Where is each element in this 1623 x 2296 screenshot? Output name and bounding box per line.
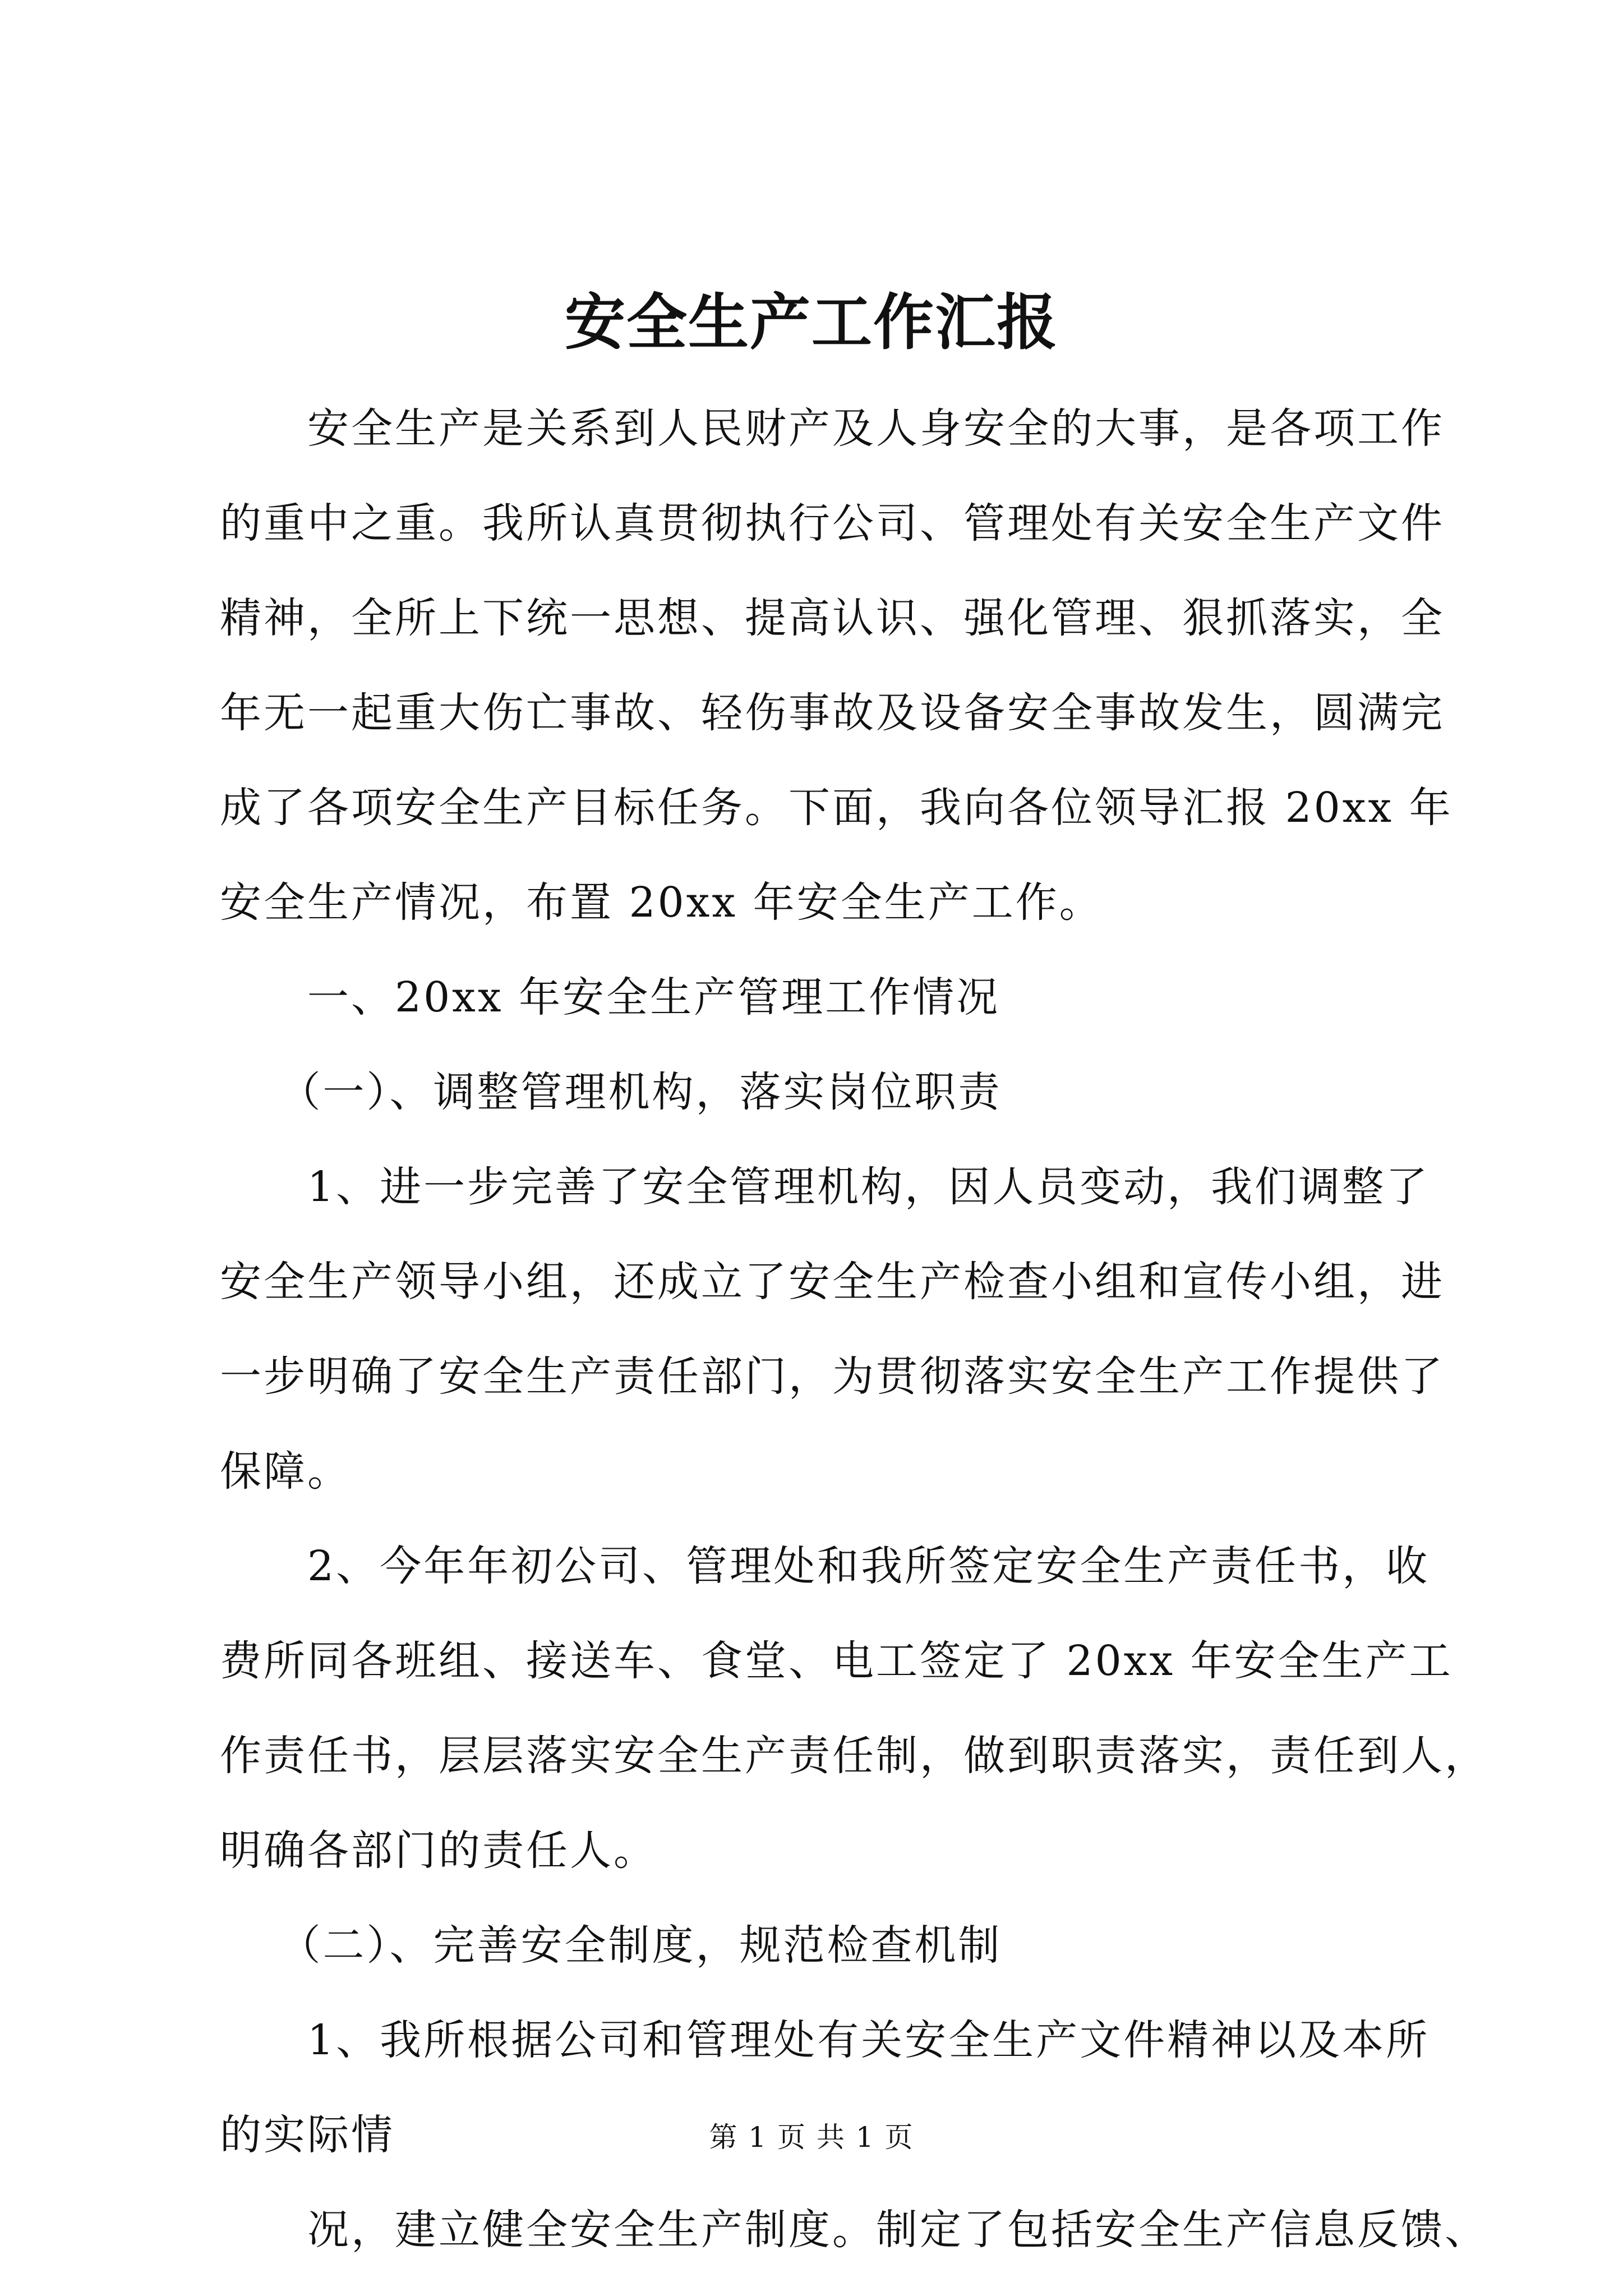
paragraph-line: 况，建立健全安全生产制度。制定了包括安全生产信息反馈、	[220, 2206, 1488, 2254]
paragraph-line: 明确各部门的责任人。	[220, 1826, 657, 1875]
paragraph-line: 保障。	[220, 1447, 351, 1496]
subsection-heading: （二）、完善安全制度，规范检查机制	[220, 1921, 1002, 1970]
paragraph-line: 1、我所根据公司和管理处有关安全生产文件精神以及本所	[220, 2016, 1430, 2064]
paragraph-line: 安全生产是关系到人民财产及人身安全的大事，是各项工作	[220, 404, 1445, 453]
document-body	[220, 381, 1488, 2277]
paragraph-line: 费所同各班组、接送车、食堂、电工签定了 20xx 年安全生产工	[220, 1637, 1453, 1685]
subsection-heading: （一）、调整管理机构，落实岗位职责	[220, 1068, 1002, 1116]
paragraph-line: 成了各项安全生产目标任务。下面，我向各位领导汇报 20xx 年	[220, 784, 1453, 832]
paragraph-line: 年无一起重大伤亡事故、轻伤事故及设备安全事故发生，圆满完	[220, 689, 1445, 737]
paragraph-line: 一步明确了安全生产责任部门，为贯彻落实安全生产工作提供了	[220, 1352, 1445, 1401]
paragraph-line: 精神，全所上下统一思想、提高认识、强化管理、狠抓落实，全	[220, 594, 1445, 642]
section-heading: 一、20xx 年安全生产管理工作情况	[220, 973, 1000, 1022]
paragraph-line: 安全生产情况，布置 20xx 年安全生产工作。	[220, 878, 1103, 927]
paragraph-line: 的实际情	[220, 2111, 395, 2159]
paragraph-line: 1、进一步完善了安全管理机构，因人员变动，我们调整了	[220, 1163, 1430, 1211]
paragraph-line: 的重中之重。我所认真贯彻执行公司、管理处有关安全生产文件	[220, 499, 1445, 547]
paragraph-line: 安全生产领导小组，还成立了安全生产检查小组和宣传小组，进	[220, 1258, 1445, 1306]
paragraph-line: 2、今年年初公司、管理处和我所签定安全生产责任书，收	[220, 1542, 1430, 1590]
document-title: 安全生产工作汇报	[564, 287, 1058, 358]
paragraph-line: 作责任书，层层落实安全生产责任制，做到职责落实，责任到人，	[220, 1732, 1488, 1780]
page-footer: 第 1 页 共 1 页	[709, 2121, 914, 2154]
